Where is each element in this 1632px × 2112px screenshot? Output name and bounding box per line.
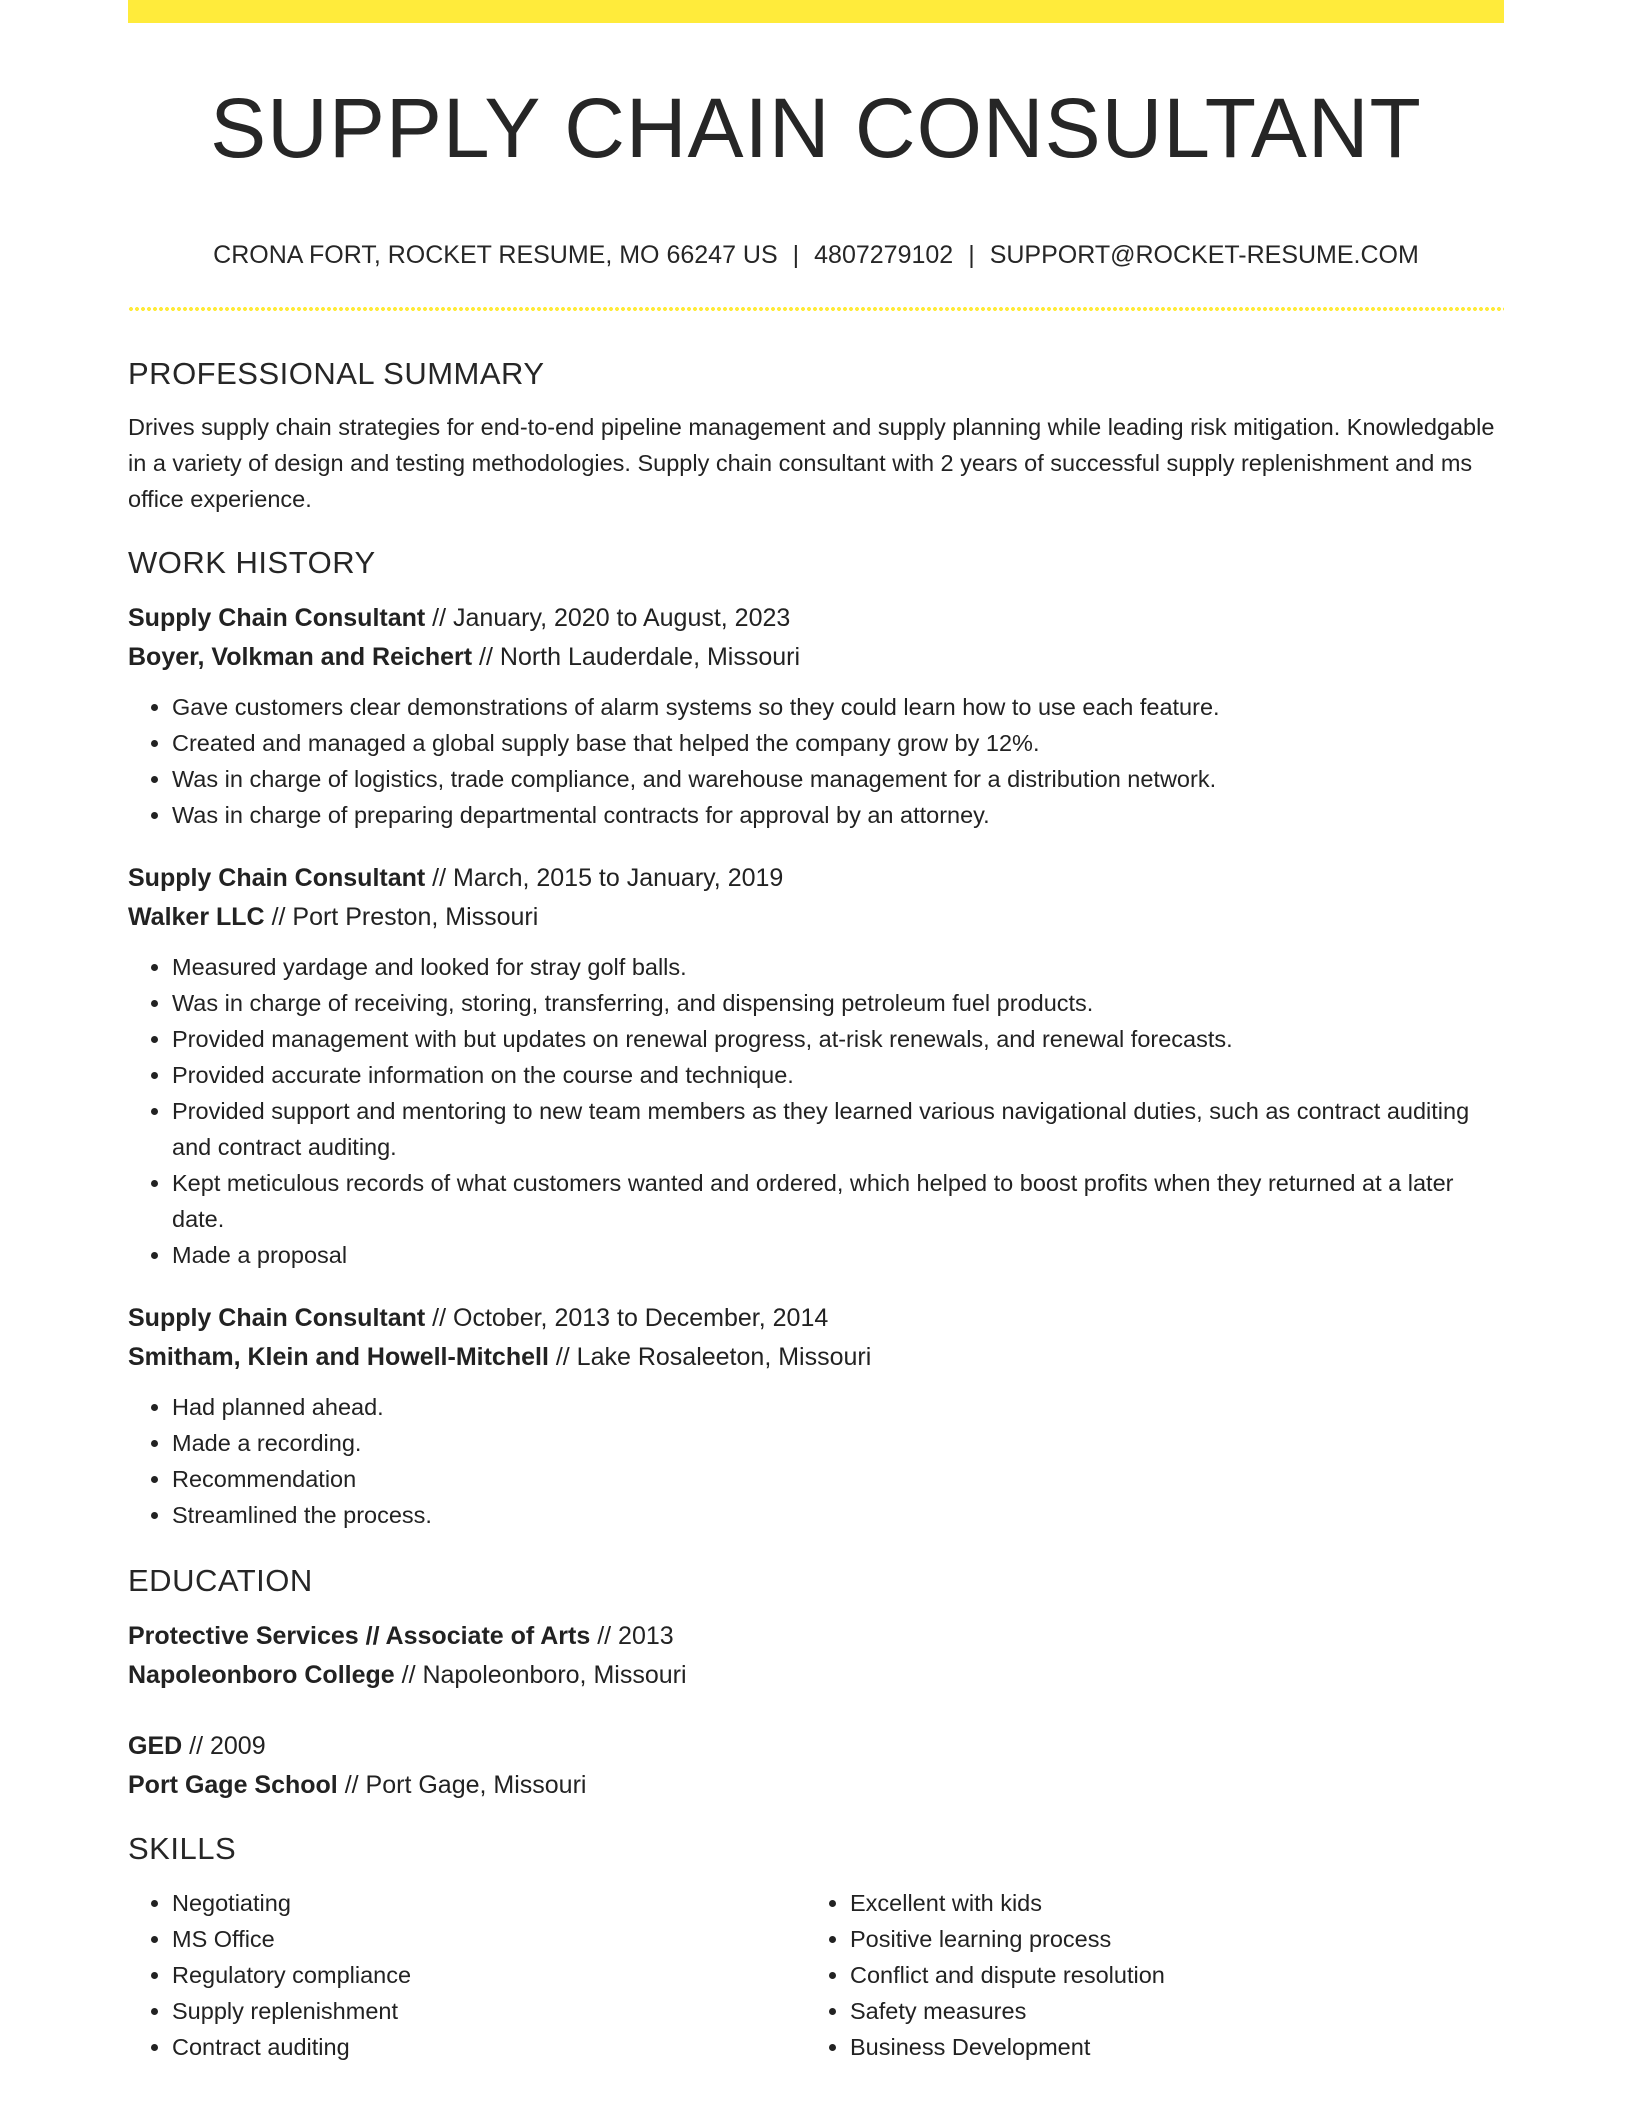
job-company-line bbox=[128, 1338, 1504, 1377]
resume-content bbox=[128, 352, 1504, 2065]
skill-item: • Safety measures bbox=[850, 1993, 1484, 2029]
education-degree: Protective Services // Associate of Arts bbox=[128, 1622, 591, 1650]
list-item: • Recommendation bbox=[172, 1461, 1504, 1497]
education-location: // Port Gage, Missouri bbox=[344, 1771, 587, 1799]
job-dates: // October, 2013 to December, 2014 bbox=[432, 1304, 829, 1332]
job-company-line bbox=[128, 898, 1504, 937]
job-title: Supply Chain Consultant bbox=[128, 864, 426, 892]
list-item: • Measured yardage and looked for stray golf balls. bbox=[172, 949, 1504, 985]
job-company: Smitham, Klein and Howell-Mitchell bbox=[128, 1343, 549, 1371]
resume-name: SUPPLY CHAIN CONSULTANT bbox=[210, 81, 1422, 175]
job-bullets bbox=[128, 1389, 1504, 1533]
skill-item: • Regulatory compliance bbox=[172, 1957, 806, 1993]
job-title-line bbox=[128, 599, 1504, 638]
job-dates: // January, 2020 to August, 2023 bbox=[432, 604, 791, 632]
skill-item: • Supply replenishment bbox=[172, 1993, 806, 2029]
list-item: • Had planned ahead. bbox=[172, 1389, 1504, 1425]
education-school: Napoleonboro College bbox=[128, 1661, 395, 1689]
contact-phone: 4807279102 bbox=[814, 241, 954, 269]
list-item: • Provided accurate information on the course and technique. bbox=[172, 1057, 1504, 1093]
section-heading-education: EDUCATION bbox=[128, 1563, 313, 1598]
job-company: Walker LLC bbox=[128, 903, 265, 931]
job-company: Boyer, Volkman and Reichert bbox=[128, 643, 473, 671]
list-item: • Made a proposal bbox=[172, 1237, 1504, 1273]
list-item: • Was in charge of preparing departmental contracts for approval by an attorney. bbox=[172, 797, 1504, 833]
section-heading-work: WORK HISTORY bbox=[128, 545, 376, 580]
section-heading-skills: SKILLS bbox=[128, 1831, 237, 1866]
education-entry bbox=[128, 1617, 1504, 1695]
education-entry bbox=[128, 1727, 1504, 1805]
education-year: // 2013 bbox=[597, 1622, 674, 1650]
skill-item: • MS Office bbox=[172, 1921, 806, 1957]
list-item: • Created and managed a global supply base that helped the company grow by 12%. bbox=[172, 725, 1504, 761]
education-year: // 2009 bbox=[189, 1732, 266, 1760]
top-accent-bar bbox=[128, 0, 1504, 23]
contact-separator: | bbox=[792, 241, 800, 269]
education-school-line bbox=[128, 1656, 1504, 1695]
education-school: Port Gage School bbox=[128, 1771, 338, 1799]
skill-item: • Excellent with kids bbox=[850, 1885, 1484, 1921]
contact-email: SUPPORT@ROCKET-RESUME.COM bbox=[989, 241, 1419, 269]
job-location: // Port Preston, Missouri bbox=[271, 903, 539, 931]
list-item: • Was in charge of receiving, storing, transferring, and dispensing petroleum fuel products. bbox=[172, 985, 1504, 1021]
skill-item: • Negotiating bbox=[172, 1885, 806, 1921]
skill-item: • Positive learning process bbox=[850, 1921, 1484, 1957]
list-item: • Provided support and mentoring to new team members as they learned various navigational duties, such as contract auditing and contract auditing. bbox=[172, 1093, 1504, 1165]
list-item: • Gave customers clear demonstrations of alarm systems so they could learn how to use each feature. bbox=[172, 689, 1504, 725]
education-school-line bbox=[128, 1766, 1504, 1805]
job-entry bbox=[128, 1299, 1504, 1533]
dotted-divider bbox=[128, 307, 1504, 311]
job-location: // Lake Rosaleeton, Missouri bbox=[555, 1343, 872, 1371]
skills-list bbox=[128, 1885, 1504, 2065]
education-degree-line bbox=[128, 1727, 1504, 1766]
education-degree: GED bbox=[128, 1732, 183, 1760]
job-bullets bbox=[128, 689, 1504, 833]
list-item: • Provided management with but updates on renewal progress, at-risk renewals, and renewal forecasts. bbox=[172, 1021, 1504, 1057]
list-item: • Streamlined the process. bbox=[172, 1497, 1504, 1533]
section-heading-summary: PROFESSIONAL SUMMARY bbox=[128, 356, 545, 391]
job-company-line bbox=[128, 638, 1504, 677]
skills-column-right bbox=[806, 1885, 1484, 2065]
list-item: • Kept meticulous records of what customers wanted and ordered, which helped to boost profits when they returned at a later date. bbox=[172, 1165, 1504, 1237]
education-location: // Napoleonboro, Missouri bbox=[401, 1661, 687, 1689]
contact-line bbox=[128, 234, 1504, 276]
contact-address: CRONA FORT, ROCKET RESUME, MO 66247 US bbox=[213, 241, 778, 269]
job-dates: // March, 2015 to January, 2019 bbox=[432, 864, 784, 892]
list-item: • Made a recording. bbox=[172, 1425, 1504, 1461]
skill-item: • Conflict and dispute resolution bbox=[850, 1957, 1484, 1993]
skill-item: • Business Development bbox=[850, 2029, 1484, 2065]
job-entry bbox=[128, 859, 1504, 1273]
job-title-line bbox=[128, 1299, 1504, 1338]
summary-text: Drives supply chain strategies for end-to-end pipeline management and supply planning while leading risk mitigation. Knowledgable in a variety of design and testing methodologies. Supply chain consultant with 2 years of successful supply replenishment and ms office experience. bbox=[128, 414, 1495, 512]
job-bullets bbox=[128, 949, 1504, 1273]
education-degree-line bbox=[128, 1617, 1504, 1656]
job-entry bbox=[128, 599, 1504, 833]
list-item: • Was in charge of logistics, trade compliance, and warehouse management for a distribution network. bbox=[172, 761, 1504, 797]
skills-column-left bbox=[128, 1885, 806, 2065]
skill-item: • Contract auditing bbox=[172, 2029, 806, 2065]
job-location: // North Lauderdale, Missouri bbox=[479, 643, 801, 671]
job-title: Supply Chain Consultant bbox=[128, 1304, 426, 1332]
contact-separator: | bbox=[968, 241, 975, 269]
job-title: Supply Chain Consultant bbox=[128, 604, 426, 632]
job-title-line bbox=[128, 859, 1504, 898]
